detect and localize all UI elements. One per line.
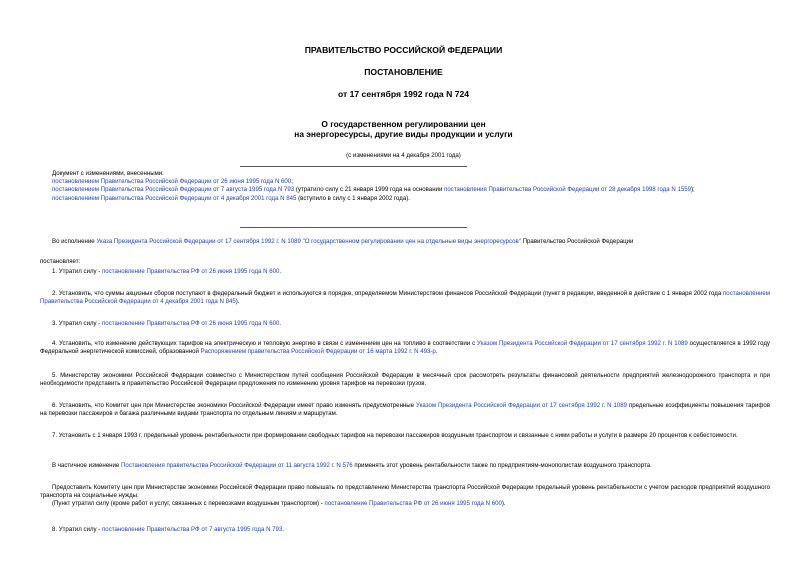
point-4-text: 4. Установить, что изменение действующих тарифов на электрическую и тепловую энергию в связи с изменением цен на топливо в соответствии с <box>52 340 478 347</box>
point-4-rasp-link[interactable]: Распоряжением правительства Российской Федерации от 16 марта 1992 г. N 493-р <box>200 348 436 356</box>
point-4-tail: . <box>435 348 438 356</box>
change-item-2 <box>40 186 770 194</box>
point-1 <box>40 268 770 276</box>
point-1-tail: . <box>279 268 282 275</box>
change-item-2-tail: ); <box>691 186 695 194</box>
point-7-text: 7. Установить с 1 января 1993 г. предельный уровень рентабельности при формировании свободных тарифов на перевозки пассажиров воздушным транспортом и связанные с ними работы и услуги в размере 20 процентов к себестоимости. <box>52 432 738 439</box>
point-2 <box>40 290 770 306</box>
point-7-committee <box>40 484 770 509</box>
change-link-793[interactable]: постановлением Правительства Российской Федерации от 7 августа 1995 года N 793 <box>52 186 295 194</box>
title-line-1: О государственном регулировании цен <box>321 119 486 129</box>
preamble-text <box>40 238 770 246</box>
change-item-3-tail: (вступило в силу с 1 января 2002 года). <box>296 194 410 202</box>
point-7d-link[interactable]: постановление Правительства РФ от 26 июня 1995 года N 600 <box>324 500 502 508</box>
amendment-note: (с изменениями на 4 декабря 2001 года) <box>346 152 461 159</box>
point-7b-pre: В частичное изменение <box>52 462 121 469</box>
government-heading: ПРАВИТЕЛЬСТВО РОССИЙСКОЙ ФЕДЕРАЦИИ <box>304 45 503 55</box>
point-7d-pre: (Пункт утратил силу (кроме работ и услуг, связанных с перевозками воздушным транспортом) - <box>52 500 325 508</box>
point-1-link[interactable]: постановление Правительства РФ от 26 июня 1995 года N 600 <box>102 268 280 275</box>
point-5-text: 5. Министерству экономики Российской Федерации совместно с Министерством путей сообщения Российской Федерации в месячный срок рассмотреть результаты финансовой деятельности предприятий железнодорожного транспорта и при необходимости представить в правительство Российской Федерации предложения по изменению уровня тарифов на перевозки грузов. <box>40 372 770 388</box>
point-3-tail: . <box>279 320 282 327</box>
change-item-1 <box>40 178 770 186</box>
changes-intro: Документ с изменениями, внесенными: <box>52 170 164 177</box>
point-6-tail: предельные коэффициенты повышения тарифов на перевозки пассажиров и багажа различными видами транспорта по отдельным линиям и маршрутам. <box>40 402 770 418</box>
decree-word: постановляет: <box>40 258 81 265</box>
preamble-pre: Во исполнение <box>52 238 97 245</box>
title-line-2: на энергоресурсы, другие виды продукции и услуги <box>294 129 513 139</box>
point-7b-link[interactable]: Постановления правительства Российской Федерации от 11 августа 1992 г. N 576 <box>120 462 353 469</box>
document-type-heading: ПОСТАНОВЛЕНИЕ <box>364 67 443 77</box>
point-4 <box>40 340 770 356</box>
preamble-post: Правительство Российской Федерации <box>520 238 634 245</box>
change-item-1-tail: ; <box>291 178 293 186</box>
point-6-ukaz-link[interactable]: Указом Президента Российской Федерации от 17 сентября 1992 г. N 1089 <box>416 402 628 409</box>
divider-bottom <box>240 227 467 228</box>
change-link-845[interactable]: постановлением Правительства Российской Федерации от 4 декабря 2001 года N 845 <box>52 194 297 202</box>
change-link-1559[interactable]: постановления Правительства Российской Федерации от 28 декабря 1998 года N 1559 <box>444 186 691 194</box>
change-item-2-mid: (утратило силу с 21 января 1999 года на основании <box>294 186 445 194</box>
document-title <box>0 119 807 139</box>
point-3-link[interactable]: постановление Правительства РФ от 26 июня 1995 года N 600 <box>102 320 280 327</box>
point-7-amendment <box>40 462 770 470</box>
change-item-3 <box>40 195 770 203</box>
point-8-link[interactable]: постановление Правительства РФ от 7 августа 1995 года N 793 <box>102 526 283 533</box>
changes-block <box>40 170 770 203</box>
point-4-ukaz-link[interactable]: Указом Президента Российской Федерации от 17 сентября 1992 г. N 1089 <box>477 340 688 347</box>
point-8-tail: . <box>282 526 285 533</box>
point-7c-text: Предоставить Комитету цен при Министерстве экономики Российской Федерации право повышать по представлению Министерства транспорта Российской Федерации предельный уровень рентабельности с учетом расходов предприятий воздушного транспорта на социальные нужды. <box>40 484 770 500</box>
point-3 <box>40 320 770 328</box>
preamble <box>40 238 770 246</box>
point-2-tail: ). <box>235 298 240 306</box>
document-date-number: от 17 сентября 1992 года N 724 <box>337 89 470 99</box>
point-7b-tail: применять этот уровень рентабельности также по предприятиям-монополистам воздушного транспорта. <box>352 462 652 469</box>
point-8 <box>40 526 770 534</box>
point-2-text: 2. Установить, что суммы акцизных сборов поступают в федеральный бюджет и используются в порядке, определяемом Министерством финансов Российской Федерации (пункт в редакции, введенной в действие с 1 января 2002 года <box>52 290 723 297</box>
point-8-text: 8. Утратил силу - <box>52 526 102 533</box>
preamble-ukaz-link[interactable]: Указа Президента Российской Федерации от 17 сентября 1992 г. N 1089 "О государственном регулировании цен на отдельные виды энергоресурсов" <box>96 238 521 245</box>
point-1-text: 1. Утратил силу - <box>52 268 102 275</box>
point-2-link[interactable]: постановлением Правительства Российской Федерации от 4 декабря 2001 года N 845 <box>40 290 770 306</box>
point-7 <box>40 432 770 440</box>
change-link-600[interactable]: постановлением Правительства Российской Федерации от 26 июня 1995 года N 600 <box>52 178 292 186</box>
point-5 <box>40 372 770 388</box>
point-6 <box>40 402 770 418</box>
point-7d-tail: ). <box>501 500 506 508</box>
divider-top <box>240 166 467 167</box>
point-6-text: 6. Установить, что Комитет цен при Министерстве экономики Российской Федерации имеет право изменять предусмотренные <box>52 402 416 409</box>
point-7-expired-note <box>40 500 770 508</box>
point-3-text: 3. Утратил силу - <box>52 320 102 327</box>
point-4-mid: осуществляется в 1992 году Федеральной энергетической комиссией, образованной <box>40 340 770 356</box>
